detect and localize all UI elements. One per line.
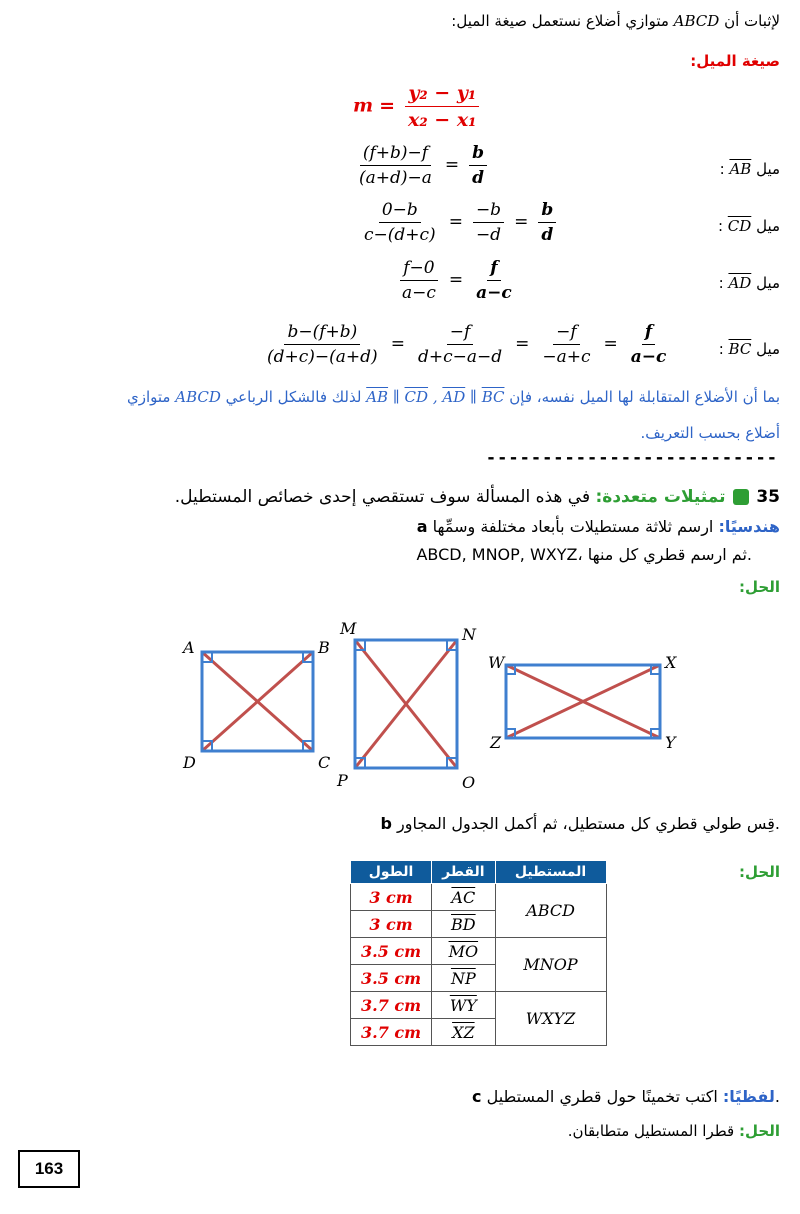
svg-text:A: A <box>183 638 195 657</box>
multi-rep-icon <box>733 489 749 505</box>
problem-number: 35 <box>756 487 780 507</box>
separator: -------------------------- <box>485 448 778 468</box>
page-number: 163 <box>18 1150 80 1188</box>
solution-label-b: الحل: <box>739 863 780 881</box>
formula-denominator: x₂ − x₁ <box>408 109 477 131</box>
table-row: 3.7 cm $\overline{WY}$ WXYZ <box>351 992 607 1019</box>
intro-suffix: متوازي أضلاع نستعمل صيغة الميل: <box>451 12 669 30</box>
svg-text:B: B <box>318 638 330 657</box>
svg-text:M: M <box>340 619 357 638</box>
table-row: 3.7 cm $\overline{XZ}$ <box>351 1019 607 1046</box>
svg-text:O: O <box>462 773 476 792</box>
slope-bc-label: ميل BC : <box>718 340 780 358</box>
slope-ad-label: ميل AD : <box>718 274 780 292</box>
solution-label-a: الحل: <box>739 578 780 596</box>
part-a: a هندسيًا: ارسم ثلاثة مستطيلات بأبعاد مختلفة وسمِّها <box>416 517 780 536</box>
header-diagonal: القطر <box>432 861 495 884</box>
slope-cd-label: ميل CD : <box>717 217 780 235</box>
formula-heading: صيغة الميل: <box>690 52 780 70</box>
header-rectangle: المستطيل <box>495 861 606 884</box>
problem-title: تمثيلات متعددة: <box>595 487 726 507</box>
part-a-line2: ABCD, MNOP, WXYZ، ثم ارسم قطري كل منها. <box>416 545 752 564</box>
rectangle-wxyz <box>488 653 677 752</box>
slope-formula: m = $\frac{\text{y₂ − y₁}}{\text{x₂ − x₁}}$ <box>353 82 483 131</box>
table-row: 3 cm $\overline{BD}$ <box>351 911 607 938</box>
results-table-wrapper <box>350 860 607 1046</box>
rectangle-mnop <box>336 619 477 792</box>
intro-quad: ABCD <box>673 12 720 30</box>
svg-text:W: W <box>488 653 505 672</box>
header-length: الطول <box>351 861 432 884</box>
conclusion-line-1: بما أن الأضلاع المتقابلة لها الميل نفسه، فإن $\overline{AB}$ ∥ $\overline{CD}$ , $\overline{AD}$ ∥ $\overline{BC}$ لذلك فالشكل الرباعي ABCD متوازي <box>127 388 780 406</box>
svg-text:D: D <box>183 753 196 772</box>
svg-text:N: N <box>462 625 476 644</box>
rectangles-figure <box>150 618 690 798</box>
slope-bc-equation: $\frac{b-(f+b)}{(d+c)-(a+d)}$ = $\frac{-f}{d+c-a-d}$ = $\frac{-f}{-a+c}$ = $\frac{f}{a-c}$ <box>267 322 667 367</box>
formula-lhs: m <box>353 94 374 117</box>
slope-ab-equation: $\frac{(f+b)-f}{(a+d)-a}$ = $\frac{b}{d}$ <box>352 143 491 188</box>
intro-prefix: لإثبات أن <box>724 12 780 30</box>
part-c-answer: الحل: قطرا المستطيل متطابقان. <box>567 1122 780 1140</box>
slope-ad-equation: $\frac{f-0}{a-c}$ = $\frac{f}{a-c}$ <box>402 258 512 303</box>
table-row: 3.5 cm $\overline{NP}$ <box>351 965 607 992</box>
intro-line <box>451 12 780 30</box>
part-c: c لفظيًا: اكتب تخمينًا حول قطري المستطيل. <box>472 1087 780 1106</box>
slope-ab-label: ميل AB : <box>719 160 780 178</box>
formula-numerator: y₂ − y₁ <box>405 82 479 107</box>
svg-text:C: C <box>318 753 331 772</box>
conclusion-line-2: أضلاع بحسب التعريف. <box>640 424 780 442</box>
rectangle-abcd <box>181 638 330 772</box>
table-row: 3 cm $\overline{AC}$ ABCD <box>351 884 607 911</box>
table-row: 3.5 cm $\overline{MO}$ MNOP <box>351 938 607 965</box>
svg-text:Y: Y <box>665 733 676 752</box>
slope-cd-equation: $\frac{0-b}{c-(d+c)}$ = $\frac{-b}{-d}$ = $\frac{b}{d}$ <box>357 200 560 245</box>
svg-text:P: P <box>337 771 348 790</box>
problem-statement: في هذه المسألة سوف تستقصي إحدى خصائص المستطيل. <box>174 487 591 507</box>
results-table <box>350 860 607 1046</box>
part-b: b قِس طولي قطري كل مستطيل، ثم أكمل الجدول المجاور. <box>380 814 780 833</box>
svg-text:X: X <box>665 653 677 672</box>
problem-heading <box>175 487 780 507</box>
svg-text:Z: Z <box>490 733 502 752</box>
